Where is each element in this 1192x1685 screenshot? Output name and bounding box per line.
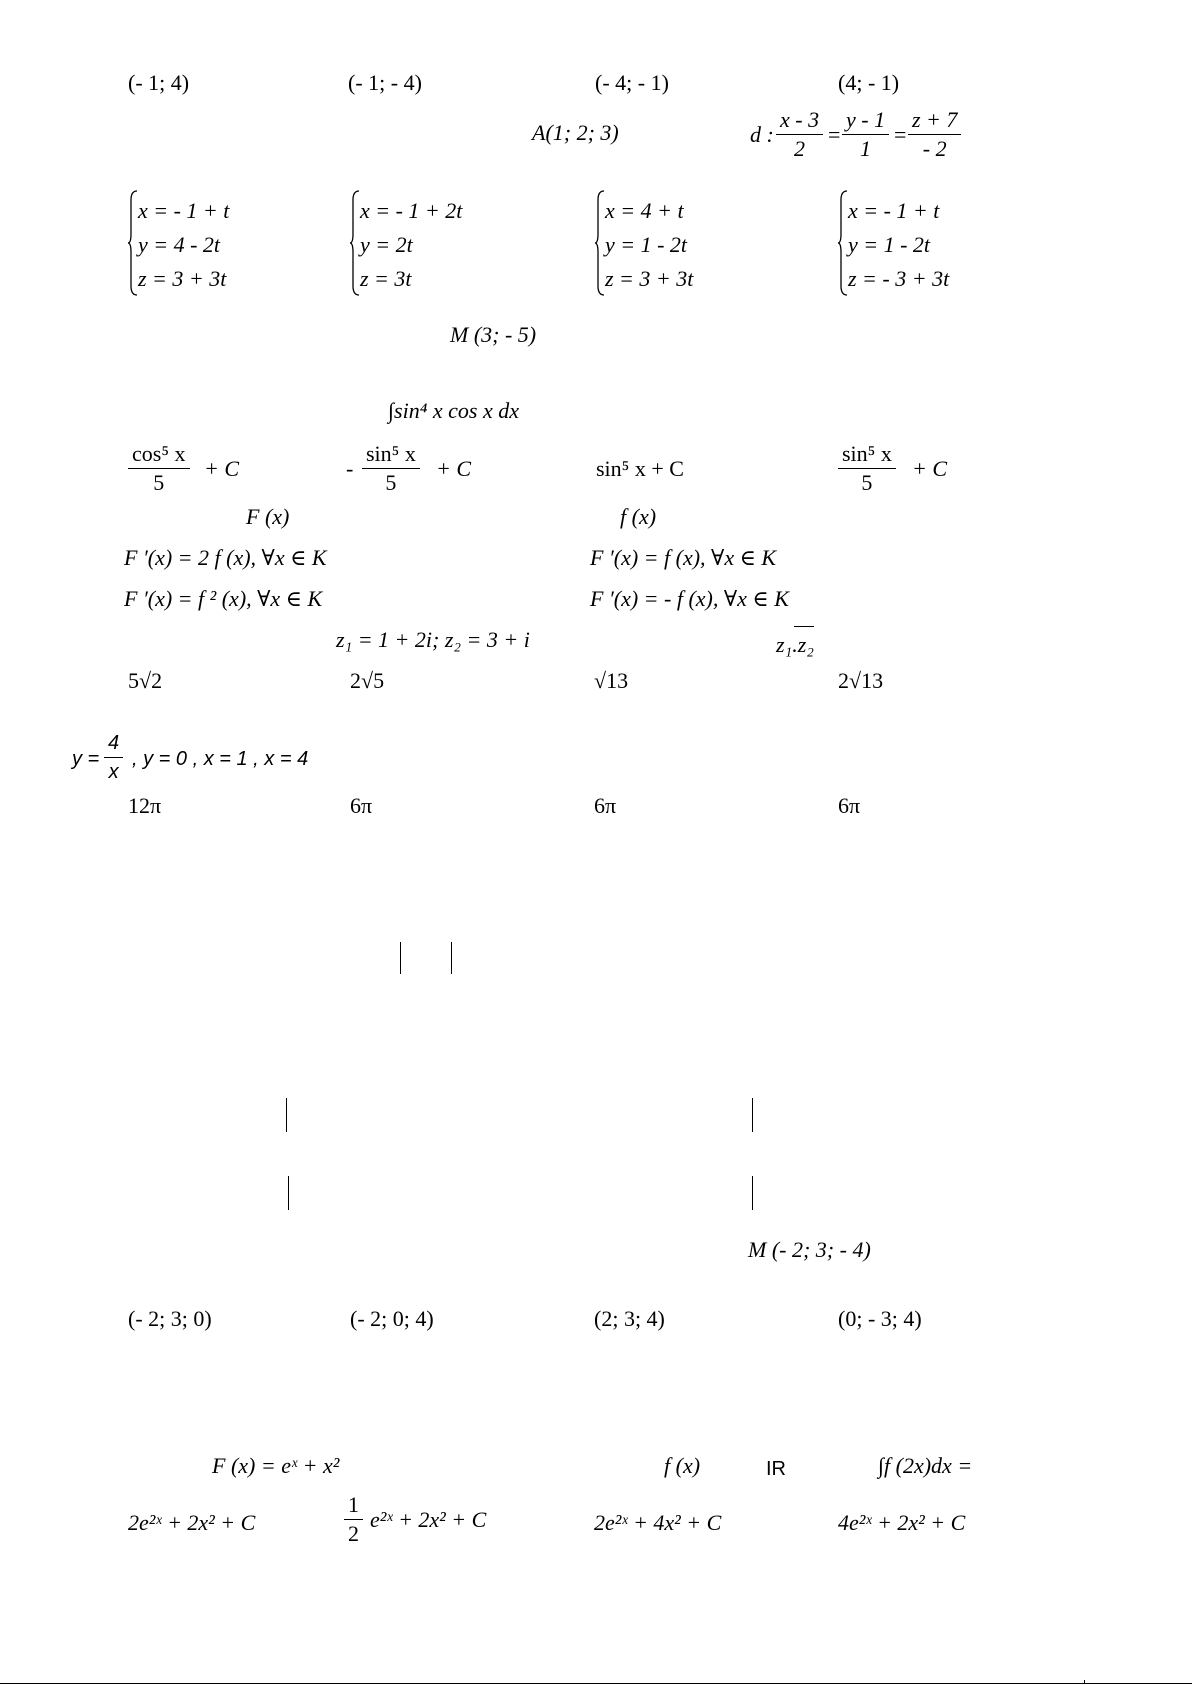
brace-icon <box>350 190 360 296</box>
q6-option-c: √13 <box>594 668 629 693</box>
q4-option-b-fraction: sin⁵ x 5 <box>362 441 420 496</box>
page-bottom-rule <box>0 1683 1192 1684</box>
q8-option-d: (0; - 3; 4) <box>838 1306 922 1331</box>
q6-option-b: 2√5 <box>350 668 385 693</box>
q2-c-row-y: y = 1 - 2t <box>605 232 688 257</box>
q9-option-b-fraction: 1 2 <box>344 1492 363 1547</box>
q2-option-a <box>128 194 229 296</box>
q4-option-a-tail: + C <box>204 456 240 481</box>
q4-option-a-fraction: cos⁵ x 5 <box>128 441 190 496</box>
q1-option-a: (- 1; 4) <box>128 70 190 95</box>
q2-equals-1: = <box>828 122 841 147</box>
q9-option-a: 2e²ˣ + 2x² + C <box>128 1510 256 1535</box>
q2-d-row-z: z = - 3 + 3t <box>848 266 950 291</box>
q2-fraction-x: x - 3 2 <box>776 107 823 162</box>
q8-option-a: (- 2; 3; 0) <box>128 1306 212 1331</box>
q1-option-d: (4; - 1) <box>838 70 900 95</box>
q6-conjugate-bar <box>794 626 814 627</box>
q8-option-c: (2; 3; 4) <box>594 1306 665 1331</box>
q2-option-b <box>350 194 462 296</box>
abs-bar-2 <box>752 1098 753 1132</box>
q2-option-d <box>838 194 949 296</box>
q2-d-row-x: x = - 1 + t <box>848 198 940 223</box>
q9-option-c: 2e²ˣ + 4x² + C <box>594 1510 722 1535</box>
brace-icon <box>128 190 138 296</box>
q7-option-d: 6π <box>838 793 861 818</box>
q2-line-label: d : <box>750 122 774 147</box>
q2-option-c <box>595 194 693 296</box>
q9-real-set: IR <box>766 1458 786 1480</box>
q9-capital-f: F (x) = eˣ + x² <box>212 1453 340 1478</box>
q7-curve-fraction: 4 x <box>104 730 123 785</box>
q8-point-m: M (- 2; 3; - 4) <box>748 1237 871 1262</box>
q6-product: z₁.z₂ <box>776 632 814 657</box>
q9-integral: ∫f (2x)dx = <box>878 1453 973 1478</box>
abs-bar-left <box>400 942 401 974</box>
q2-c-row-x: x = 4 + t <box>605 198 684 223</box>
q4-option-d-fraction: sin⁵ x 5 <box>838 441 896 496</box>
q5-option-c: F ′(x) = f ² (x), ∀x ∈ K <box>124 586 323 611</box>
q8-option-b: (- 2; 0; 4) <box>350 1306 434 1331</box>
q6-option-d: 2√13 <box>838 668 884 693</box>
q4-integral: ∫sin⁴ x cos x dx <box>388 398 519 423</box>
q2-b-row-z: z = 3t <box>360 266 412 291</box>
page-corner-tick <box>1084 1680 1085 1684</box>
q2-d-row-y: y = 1 - 2t <box>848 232 931 257</box>
q5-option-a: F ′(x) = 2 f (x), ∀x ∈ K <box>124 545 327 570</box>
q2-c-row-z: z = 3 + 3t <box>605 266 694 291</box>
q4-option-b-sign: - <box>346 456 354 481</box>
q2-fraction-y: y - 1 1 <box>842 107 889 162</box>
q7-option-a: 12π <box>128 793 162 818</box>
q4-option-c: sin⁵ x + C <box>596 456 684 481</box>
brace-icon <box>838 190 848 296</box>
q2-b-row-y: y = 2t <box>360 232 413 257</box>
abs-bar-4 <box>752 1176 753 1210</box>
abs-bar-1 <box>286 1098 287 1132</box>
abs-bar-right <box>451 942 452 974</box>
q6-given: z₁ = 1 + 2i; z₂ = 3 + i <box>336 627 530 652</box>
q9-small-f: f (x) <box>664 1453 701 1478</box>
q2-a-row-x: x = - 1 + t <box>138 198 230 223</box>
q2-a-row-z: z = 3 + 3t <box>138 266 227 291</box>
q5-small-f: f (x) <box>620 504 657 529</box>
brace-icon <box>595 190 605 296</box>
q7-curve-rest: , y = 0 , x = 1 , x = 4 <box>132 748 309 770</box>
abs-bar-3 <box>288 1176 289 1210</box>
q1-option-c: (- 4; - 1) <box>595 70 669 95</box>
q2-a-row-y: y = 4 - 2t <box>138 232 221 257</box>
q5-capital-f: F (x) <box>246 504 290 529</box>
q7-option-c: 6π <box>594 793 617 818</box>
q9-option-d: 4e²ˣ + 2x² + C <box>838 1510 966 1535</box>
q1-option-b: (- 1; - 4) <box>348 70 422 95</box>
q4-option-d-tail: + C <box>912 456 948 481</box>
q4-option-b-tail: + C <box>436 456 472 481</box>
q2-point-a: A(1; 2; 3) <box>532 120 619 145</box>
q5-option-b: F ′(x) = f (x), ∀x ∈ K <box>590 545 777 570</box>
q2-equals-2: = <box>894 122 907 147</box>
q3-point-m: M (3; - 5) <box>450 322 537 347</box>
q7-curve-lhs: y = <box>72 748 100 770</box>
q2-b-row-x: x = - 1 + 2t <box>360 198 463 223</box>
q2-fraction-z: z + 7 - 2 <box>908 107 961 162</box>
q5-option-d: F ′(x) = - f (x), ∀x ∈ K <box>590 586 789 611</box>
q6-option-a: 5√2 <box>128 668 163 693</box>
q9-option-b-tail: e²ˣ + 2x² + C <box>370 1507 487 1532</box>
q7-option-b: 6π <box>350 793 373 818</box>
